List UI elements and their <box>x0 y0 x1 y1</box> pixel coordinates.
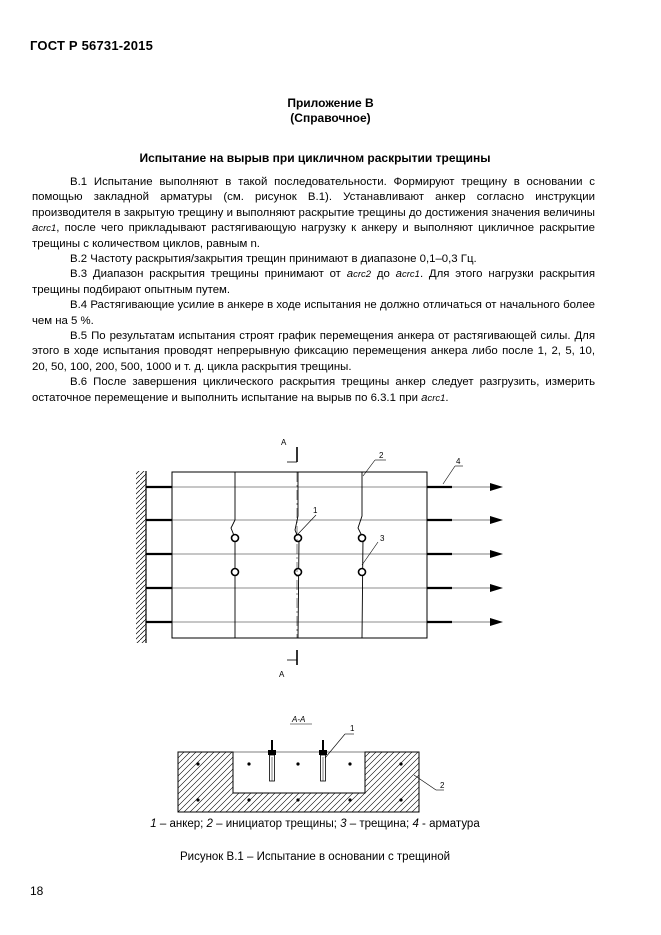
tension-arrows <box>452 487 492 622</box>
callout-4: 4 <box>456 457 461 466</box>
concrete-slab <box>172 472 427 638</box>
figure-legend: 1 – анкер; 2 – инициатор трещины; 3 – трещина; 4 - арматура <box>150 818 480 830</box>
support-wall <box>136 471 146 643</box>
paragraph-b1: В.1 Испытание выполняют в такой последовательности. Формируют трещину в основании с помощью закладной арматуры (см. рисунок В.1). Устанавливают анкер согласно инструкции производителя в закрытую трещину и выполняют раскрытие трещины до достижения значения величины acrc1, после чего прикладывают растягивающую нагрузку к анкеру и выполняют цикличное раскрытие трещины с количеством циклов, равным n. <box>32 176 595 250</box>
right-rebar-ends <box>427 487 452 622</box>
section-label: А-А <box>292 715 306 724</box>
callout-1: 1 <box>313 506 318 515</box>
paragraph-b4: В.4 Растягивающие усилие в анкере в ходе испытания не должно отличаться от начального более чем на 5 %. <box>32 299 595 327</box>
standard-designation: ГОСТ Р 56731-2015 <box>30 38 154 53</box>
section-callout-2: 2 <box>440 781 445 790</box>
figure-caption: Рисунок В.1 – Испытание в основании с трещиной <box>179 851 451 863</box>
anchors-section <box>268 740 327 781</box>
section-mark-top: А <box>281 438 287 447</box>
reinforcement-grid <box>146 487 427 622</box>
section-callout-1: 1 <box>350 724 355 733</box>
callout-leaders <box>298 460 463 565</box>
arrow-heads <box>490 483 503 626</box>
paragraph-b5: В.5 По результатам испытания строят график перемещения анкера от растягивающей силы. Для этого в ходе испытания проводят непрерывную фиксацию перемещения анкера либо после 1, 2, 5, 10, 20, 50, 100, 200, 500, 1000 и т. д. цикла раскрытия трещины. <box>32 330 595 373</box>
base-section <box>178 752 419 812</box>
plan-view <box>136 438 503 679</box>
appendix-subtitle: (Справочное) <box>290 111 371 125</box>
paragraph-b6: В.6 После завершения циклического раскрытия трещины анкер следует разгрузить, измерить остаточное перемещение и выполнить испытание на вырыв по 6.3.1 при acrc1. <box>32 376 595 404</box>
section-heading: Испытание на вырыв при цикличном раскрытии трещины <box>139 151 491 165</box>
section-cut-a <box>287 447 297 665</box>
appendix-title: Приложение В <box>287 96 374 110</box>
paragraph-b2: В.2 Частоту раскрытия/закрытия трещин принимают в диапазоне 0,1–0,3 Гц. <box>70 253 477 266</box>
paragraph-b3: В.3 Диапазон раскрытия трещины принимают от acrc2 до acrc1. Для этого нагрузки раскрытия трещины подбирают опытным путем. <box>32 268 596 296</box>
page-number: 18 <box>30 884 44 898</box>
callout-3: 3 <box>380 534 385 543</box>
callout-2: 2 <box>379 451 384 460</box>
section-view-a-a <box>178 715 445 812</box>
left-rebar-ends <box>146 487 172 622</box>
section-mark-bottom: А <box>279 670 285 679</box>
